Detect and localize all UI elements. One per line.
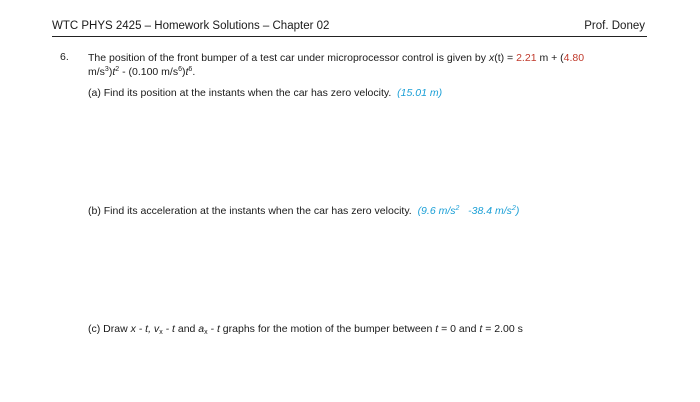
problem-number: 6. [60, 51, 69, 63]
unit-1: m + ( [536, 52, 564, 64]
t-var-2: t [185, 66, 189, 78]
answer-b [418, 205, 520, 217]
part-c-t1: t [435, 323, 439, 335]
coefficient-2: 4.80 [563, 52, 585, 64]
coefficient-1: 2.21 [516, 52, 537, 64]
equals: = [504, 52, 517, 64]
answer-a: (15.01 m) [397, 87, 443, 99]
part-a-text: (a) Find its position at the instants when the car has zero velocity. [88, 87, 392, 99]
minus-term: - (0.100 m/s [119, 66, 179, 78]
minus-close: ) [182, 66, 186, 78]
exp-3: 6 [178, 66, 182, 73]
exp-1: 3 [104, 66, 109, 73]
answer-b-1-exp: 2 [455, 205, 460, 212]
problem-statement [88, 51, 648, 79]
answer-b-1: (9.6 m/s [417, 205, 456, 217]
t-var-1: t [112, 66, 116, 78]
part-b-text: (b) Find its acceleration at the instants when the car has zero velocity. [88, 205, 412, 217]
statement-intro: The position of the front bumper of a test car under microprocessor control is given by [88, 52, 489, 64]
part-c-end: = 2.00 s [482, 323, 523, 335]
answer-b-2: -38.4 m/s [468, 205, 512, 217]
part-c-graphs: graphs for the motion of the bumper between [219, 323, 436, 335]
part-c-and: and [174, 323, 199, 335]
unit-2: m/s [88, 66, 105, 78]
exp-2: 2 [115, 66, 120, 73]
part-c-vt: - t [162, 323, 175, 335]
page-header [52, 18, 647, 37]
statement-end: . [192, 66, 196, 78]
answer-b-2-exp: 2 [511, 205, 516, 212]
x-variable: x [488, 52, 495, 64]
part-c-t2: t [479, 323, 483, 335]
answer-b-end: ) [515, 205, 520, 217]
part-a [88, 86, 442, 100]
part-c-xt: x - t, v [130, 323, 160, 335]
part-c-zero: = 0 and [438, 323, 480, 335]
header-author: Prof. Doney [584, 20, 645, 32]
header-title: WTC PHYS 2425 – Homework Solutions – Chapter 02 [52, 20, 330, 32]
part-b [88, 204, 519, 218]
part-c-sub-1: x [159, 329, 163, 336]
part-c-a: a [198, 323, 205, 335]
part-c-sub-2: x [204, 329, 208, 336]
exp-4: 6 [188, 66, 193, 73]
part-c [88, 322, 523, 336]
unit-2-close: ) [108, 66, 113, 78]
part-c-at: - t [207, 323, 220, 335]
t-paren: (t) [494, 52, 505, 64]
part-c-lead: (c) Draw [88, 323, 131, 335]
